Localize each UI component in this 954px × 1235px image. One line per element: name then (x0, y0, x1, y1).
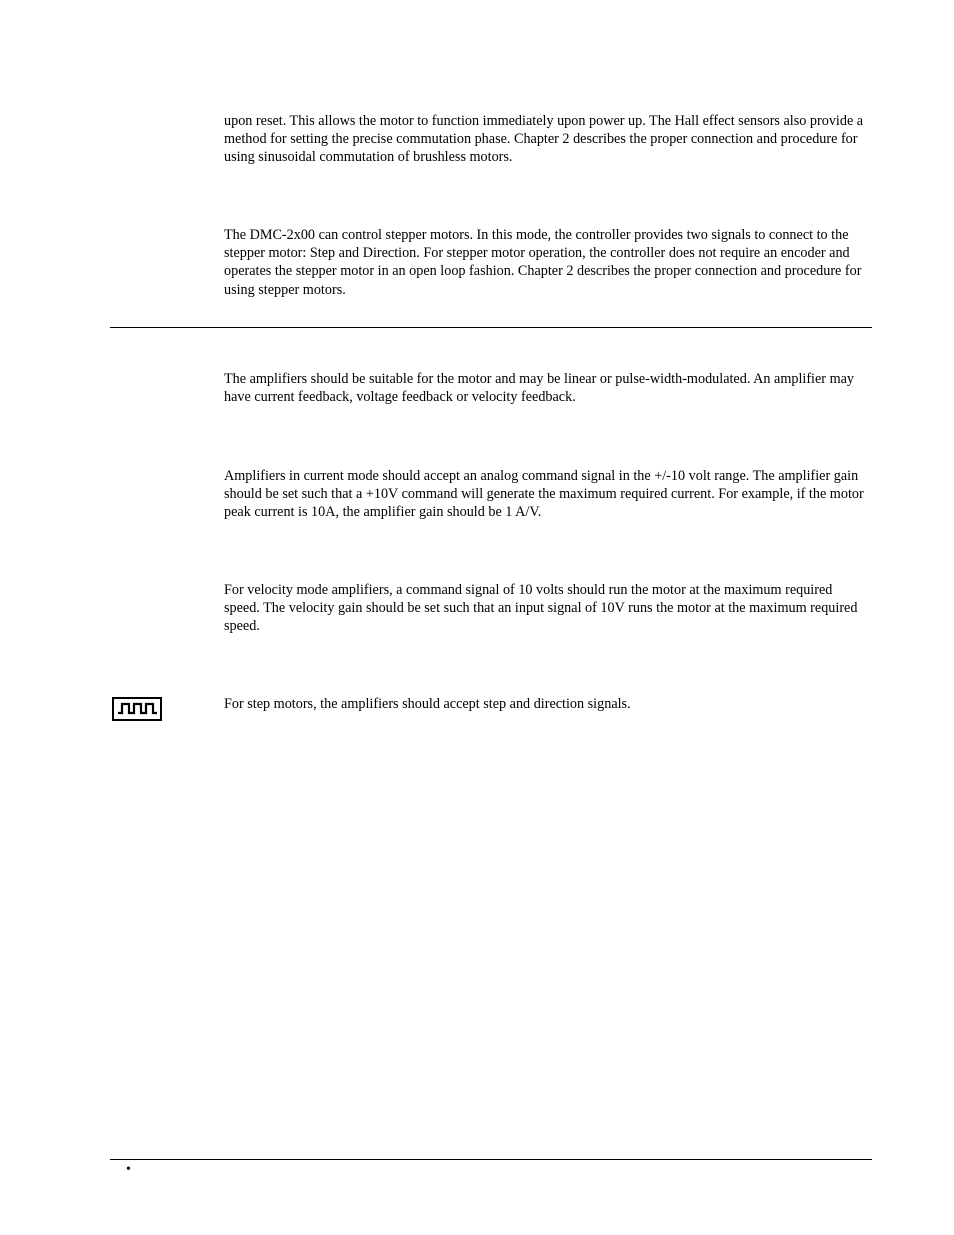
step-pulse-icon (112, 697, 162, 721)
footer-divider (110, 1159, 872, 1160)
paragraph-brushless-continuation: upon reset. This allows the motor to function immediately upon power up. The Hall effect sensors also provide a method for setting the precise commutation phase. Chapter 2 describes the proper connection and procedure for using sinusoidal commutation of brushless motors. (224, 113, 864, 166)
footer-bullet: • (126, 1162, 131, 1177)
paragraph-amplifiers: The amplifiers should be suitable for the motor and may be linear or pulse-width-modulated. An amplifier may have current feedback, voltage feedback or velocity feedback. (224, 371, 854, 406)
paragraph-velocity-mode: For velocity mode amplifiers, a command signal of 10 volts should run the motor at the maximum required speed. The velocity gain should be set such that an input signal of 10V runs the motor at the maximum required speed. (224, 582, 858, 635)
paragraph-step-motors: For step motors, the amplifiers should accept step and direction signals. (224, 696, 631, 712)
paragraph-current-mode: Amplifiers in current mode should accept an analog command signal in the +/-10 volt range. The amplifier gain should be set such that a +10V command will generate the maximum required current. For example, if the motor peak current is 10A, the amplifier gain should be 1 A/V. (224, 468, 864, 521)
section-divider (110, 327, 872, 328)
paragraph-stepper-motor: The DMC-2x00 can control stepper motors. In this mode, the controller provides two signals to connect to the stepper motor: Step and Direction. For stepper motor operation, the controller does not require an encoder and operates the stepper motor in an open loop fashion. Chapter 2 describes the proper connection and procedure for using stepper motors. (224, 227, 862, 298)
